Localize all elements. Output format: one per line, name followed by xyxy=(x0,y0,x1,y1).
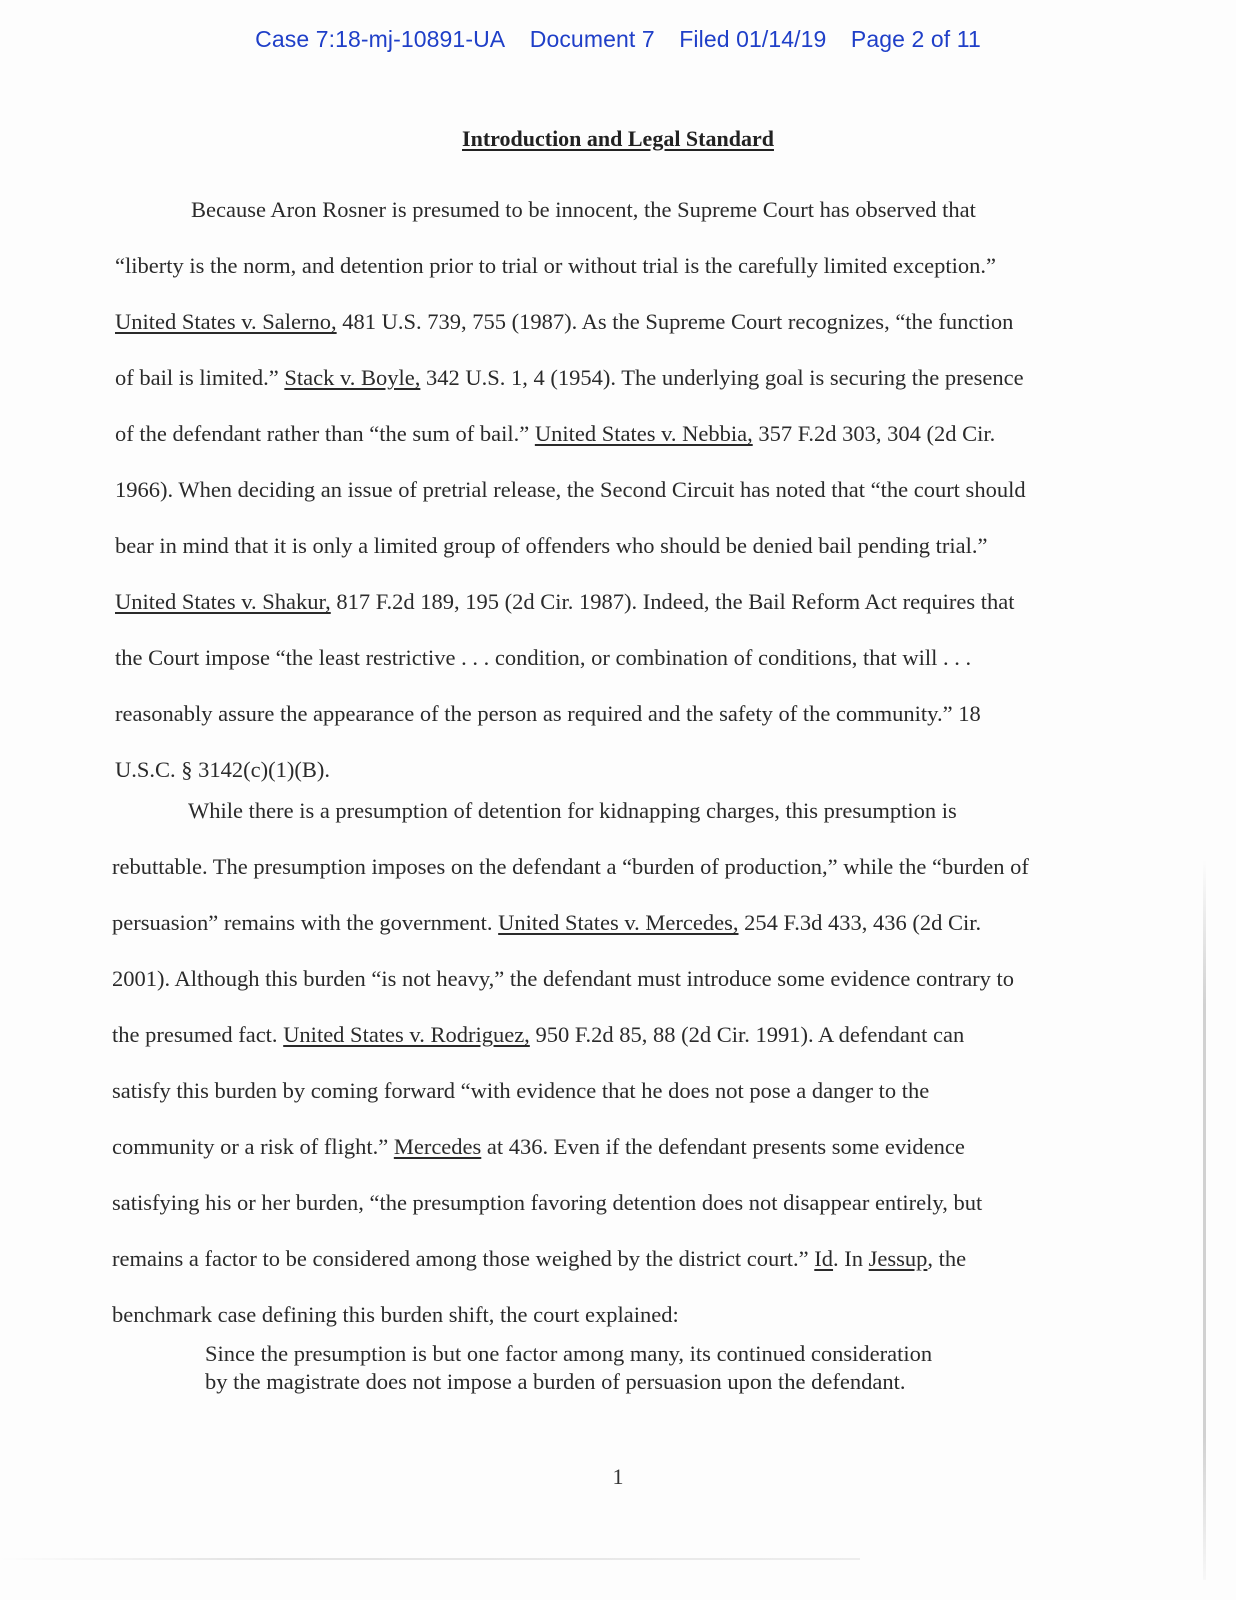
scan-edge-shadow xyxy=(1203,860,1206,1580)
case-header xyxy=(0,26,1236,53)
page-number: 1 xyxy=(612,1464,624,1489)
paragraph-2 xyxy=(112,783,1112,1343)
text-line: the Court impose “the least restrictive . . . condition, or combination of conditions, that will . . . xyxy=(115,645,972,670)
block-quote xyxy=(205,1340,932,1396)
case-citation: United States v. Mercedes, xyxy=(498,910,739,935)
case-citation: United States v. Salerno, xyxy=(115,309,337,334)
text-line: satisfy this burden by coming forward “with evidence that he does not pose a danger to the xyxy=(112,1078,930,1103)
section-heading: Introduction and Legal Standard xyxy=(462,126,774,151)
text-line: bear in mind that it is only a limited group of offenders who should be denied bail pending trial.” xyxy=(115,533,988,558)
text-line: the presumed fact. United States v. Rodriguez, 950 F.2d 85, 88 (2d Cir. 1991). A defendant can xyxy=(112,1022,965,1047)
text-line: 1966). When deciding an issue of pretrial release, the Second Circuit has noted that “the court should xyxy=(115,477,1026,502)
case-citation: Id xyxy=(814,1246,834,1271)
filed-date: Filed 01/14/19 xyxy=(679,26,827,52)
text-line: rebuttable. The presumption imposes on the defendant a “burden of production,” while the “burden of xyxy=(112,854,1029,879)
text-line: satisfying his or her burden, “the presumption favoring detention does not disappear entirely, but xyxy=(112,1190,983,1215)
text-line: of bail is limited.” Stack v. Boyle, 342 U.S. 1, 4 (1954). The underlying goal is securing the presence xyxy=(115,365,1024,390)
text-line: Because Aron Rosner is presumed to be innocent, the Supreme Court has observed that xyxy=(191,197,976,222)
paragraph-1 xyxy=(115,182,1115,798)
case-citation: United States v. Nebbia, xyxy=(534,421,753,446)
text-line: remains a factor to be considered among those weighed by the district court.” Id. In Jessup, the xyxy=(112,1246,967,1271)
case-citation: Mercedes xyxy=(393,1134,482,1159)
text-line: of the defendant rather than “the sum of bail.” United States v. Nebbia, 357 F.2d 303, 304 (2d Cir. xyxy=(115,421,996,446)
case-number: Case 7:18-mj-10891-UA xyxy=(255,26,506,52)
text-line: persuasion” remains with the government. United States v. Mercedes, 254 F.3d 433, 436 (2d Cir. xyxy=(112,910,982,935)
text-line: U.S.C. § 3142(c)(1)(B). xyxy=(115,757,330,782)
page-count: Page 2 of 11 xyxy=(850,26,981,52)
case-citation: Stack v. Boyle, xyxy=(284,365,421,390)
text-line: community or a risk of flight.” Mercedes at 436. Even if the defendant presents some evidence xyxy=(112,1134,965,1159)
document-number: Document 7 xyxy=(529,26,655,52)
case-citation: Jessup xyxy=(868,1246,928,1271)
scan-edge-shadow xyxy=(0,1558,860,1560)
text-line: reasonably assure the appearance of the person as required and the safety of the community.” 18 xyxy=(115,701,981,726)
case-citation: United States v. Shakur, xyxy=(115,589,331,614)
case-citation: United States v. Rodriguez, xyxy=(283,1022,530,1047)
text-line: United States v. Shakur, 817 F.2d 189, 195 (2d Cir. 1987). Indeed, the Bail Reform Act requires that xyxy=(115,589,1015,614)
text-line: While there is a presumption of detention for kidnapping charges, this presumption is xyxy=(188,798,957,823)
text-line: “liberty is the norm, and detention prior to trial or without trial is the carefully limited exception.” xyxy=(115,253,997,278)
quote-line: by the magistrate does not impose a burden of persuasion upon the defendant. xyxy=(205,1369,906,1394)
text-line: benchmark case defining this burden shift, the court explained: xyxy=(112,1302,679,1327)
quote-line: Since the presumption is but one factor among many, its continued consideration xyxy=(205,1341,933,1366)
text-line: United States v. Salerno, 481 U.S. 739, 755 (1987). As the Supreme Court recognizes, “the function xyxy=(115,309,1014,334)
text-line: 2001). Although this burden “is not heavy,” the defendant must introduce some evidence contrary to xyxy=(112,966,1015,991)
